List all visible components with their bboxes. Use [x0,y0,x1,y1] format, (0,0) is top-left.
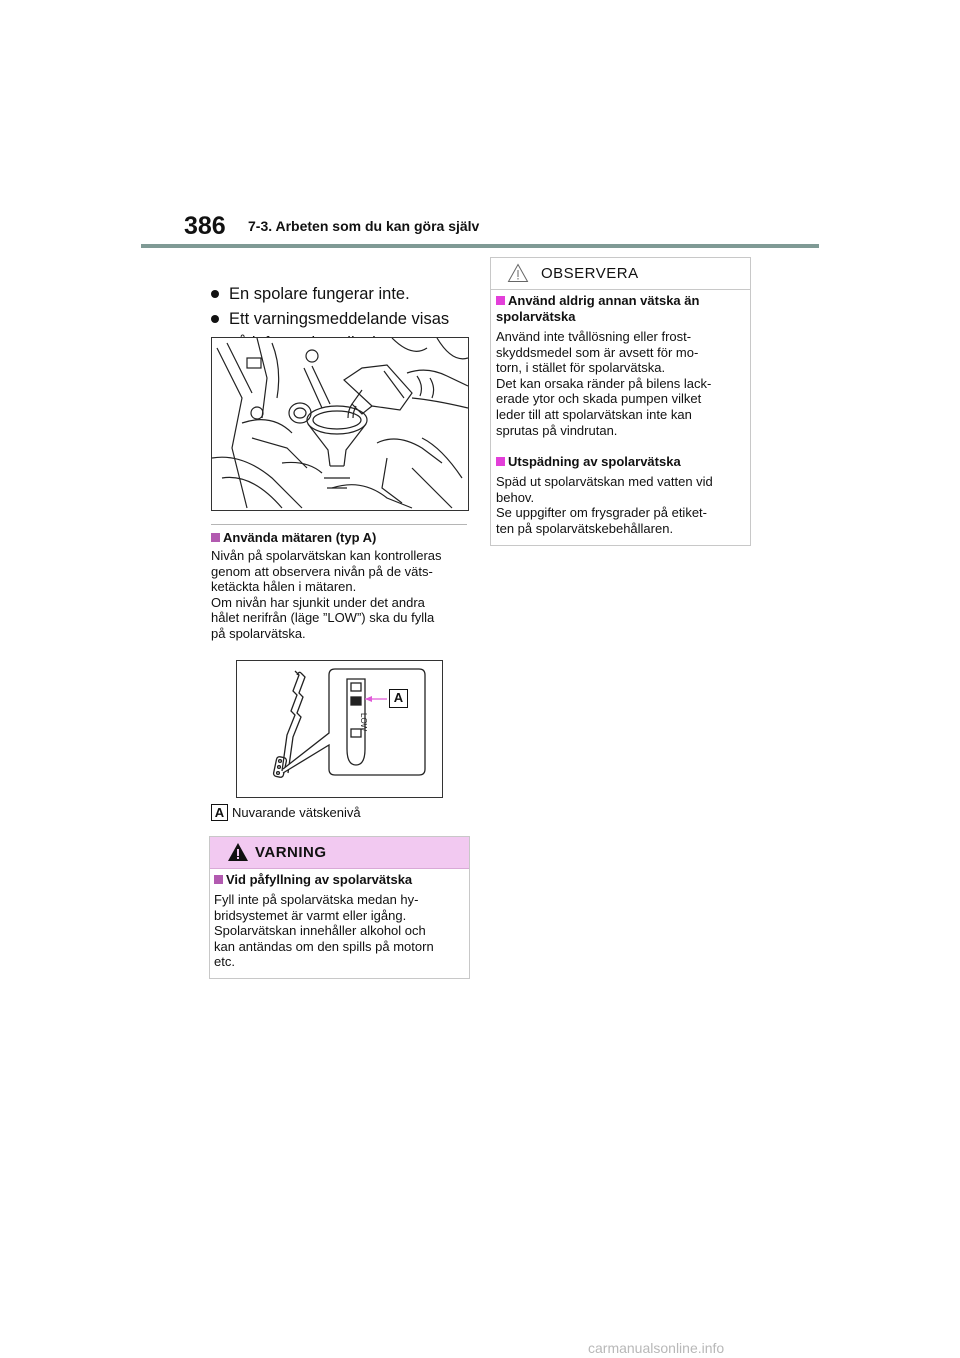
notice-item-heading: Använd aldrig annan vätska än spolarvätska [496,293,700,324]
gauge-section-heading: Använda mätaren (typ A) [211,530,376,546]
caution-triangle-icon [507,263,529,283]
bullet-text: Ett varningsmeddelande visas [229,310,450,328]
square-bullet-icon [214,875,223,884]
notice-item-heading: Utspädning av spolarvätska [496,454,736,470]
gauge-low-mark: LOW [359,713,368,732]
notice-box [490,257,751,546]
notice-header [491,258,750,290]
notice-item-body: Använd inte tvållösning eller frost- skyddsmedel som är avsett för mo- torn, i stället för spolarvätska. Det kan orsaka ränder på bilens lack- erade ytor och skada pumpen vilket leder till att spolarvätskan inte kan sprutas på vindrutan. [496,329,712,438]
callout-label-a: A [389,689,408,708]
section-title: 7-3. Arbeten som du kan göra själv [248,218,480,234]
square-bullet-icon [496,457,505,466]
square-bullet-icon [496,296,505,305]
washer-refill-figure [211,337,469,511]
level-gauge-illustration [237,661,442,797]
washer-fluid-refill-illustration [212,338,468,510]
bullet-text: En spolare fungerar inte. [229,285,410,303]
legend-key-a: A [211,804,228,821]
gauge-figure [236,660,443,798]
warning-body: Fyll inte på spolarvätska medan hy- bridsystemet är varmt eller igång. Spolarvätskan innehåller alkohol och kan antändas om den spills på motorn etc. [214,892,434,970]
header-rule [141,244,819,248]
warning-box [209,836,470,979]
bullet-dot-icon [211,315,219,323]
bullet-dot-icon [211,290,219,298]
square-bullet-icon [211,533,220,542]
page-number: 386 [184,212,226,240]
section-divider [211,524,467,525]
watermark: carmanualsonline.info [588,1340,725,1356]
gauge-section-body: Nivån på spolarvätskan kan kontrolleras genom att observera nivån på de väts- ketäckta hålen i mätaren. Om nivån har sjunkit under det andra hålet nerifrån (läge ”LOW”) ska du fylla på spolarvätska. [211,548,442,641]
warning-title: VARNING [255,844,327,861]
warning-heading: Vid påfyllning av spolarvätska [214,872,412,888]
notice-title: OBSERVERA [541,265,639,282]
warning-header [210,837,469,869]
warning-triangle-icon [227,842,249,862]
legend-text: Nuvarande vätskenivå [232,805,361,820]
notice-item-body: Späd ut spolarvätskan med vatten vid behov. Se uppgifter om frysgrader på etiket- ten på spolarvätskebehållaren. [496,474,713,536]
